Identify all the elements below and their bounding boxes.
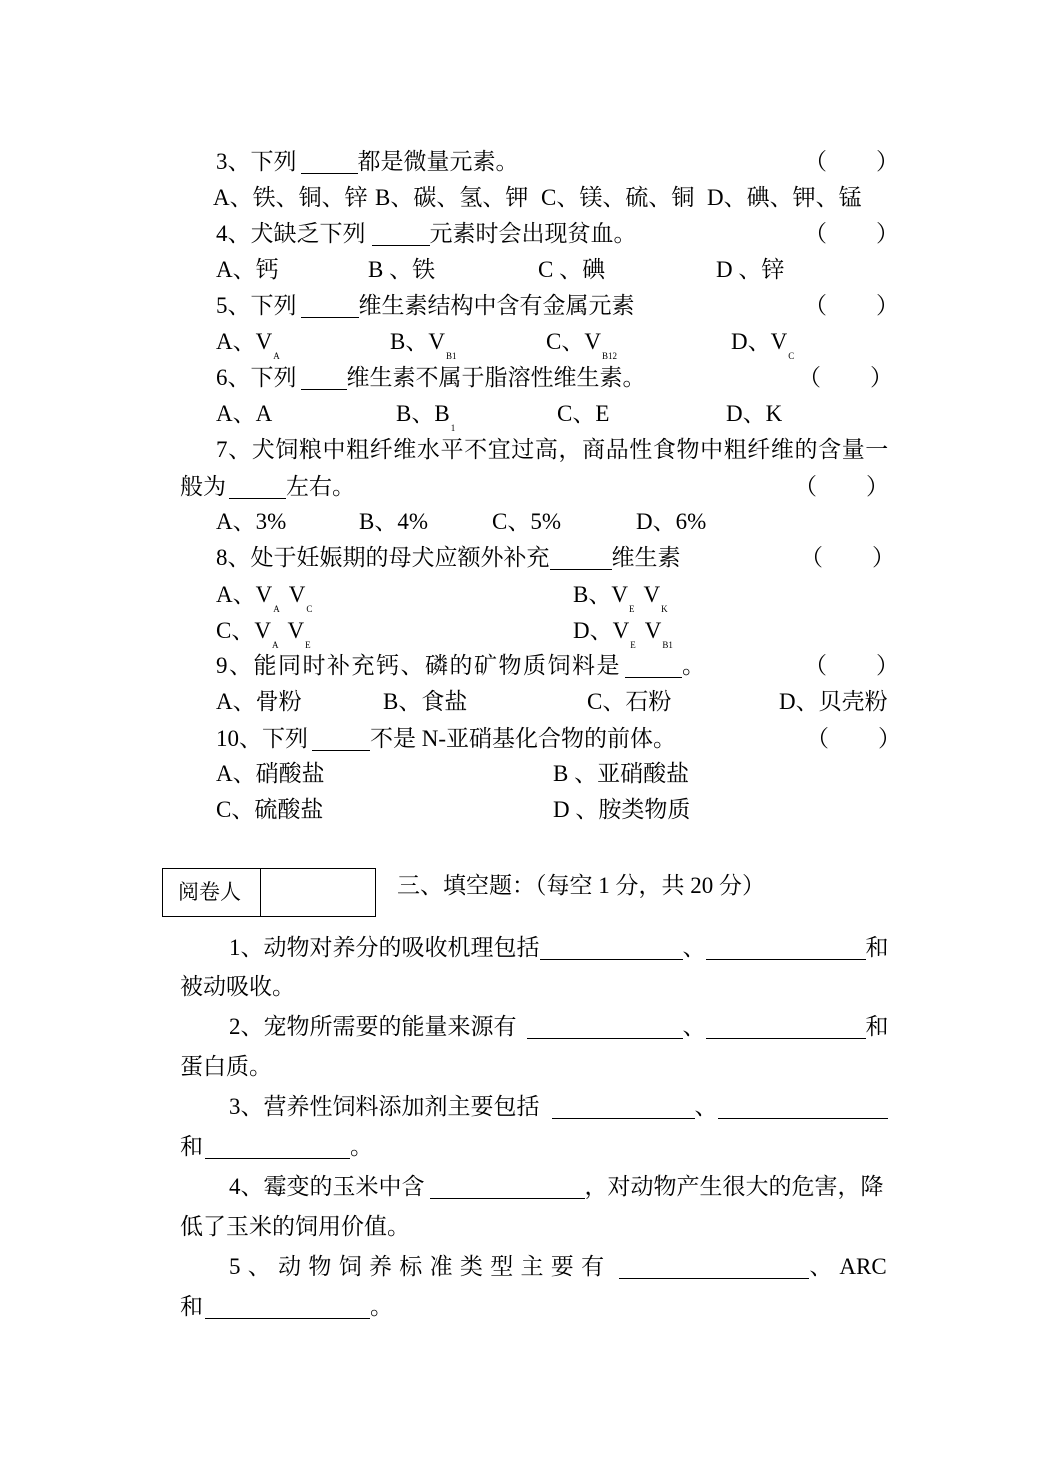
- option-c: [216, 795, 323, 825]
- option-label-2: V: [644, 618, 662, 643]
- question-6-stem: [216, 363, 646, 393]
- question-text: 、: [694, 1094, 718, 1119]
- fill-question-1-line-2: [180, 972, 295, 1002]
- question-text: 。: [682, 653, 705, 678]
- option-label: C、5%: [492, 509, 561, 534]
- question-text: 和: [180, 1294, 203, 1319]
- option-label: D 、胺类物质: [553, 797, 691, 822]
- option-label: C、石粉: [587, 689, 672, 714]
- option-label-2: V: [288, 582, 306, 607]
- question-text: 5、动物饲养标准类型主要有: [229, 1254, 612, 1279]
- option-c: [587, 687, 671, 717]
- answer-bracket-open: （: [804, 293, 827, 318]
- option-a: [213, 183, 368, 213]
- grader-signature-cell: [261, 869, 375, 916]
- question-text: 。: [370, 1294, 393, 1319]
- question-text: 4、犬缺乏下列: [216, 221, 366, 246]
- answer-blank: [430, 1180, 585, 1199]
- answer-blank: [706, 1020, 866, 1039]
- answer-bracket-open: （: [798, 365, 821, 390]
- option-subscript-2: K: [661, 604, 668, 614]
- section-heading-text: 三、填空题：（每空 1 分，共 20 分）: [397, 873, 765, 898]
- fill-question-3-line-1: [229, 1092, 888, 1122]
- option-label: A、V: [216, 329, 273, 354]
- answer-blank: [706, 941, 866, 960]
- answer-blank: [625, 659, 682, 678]
- question-text: 维生素: [611, 545, 681, 570]
- option-b: [383, 687, 467, 717]
- answer-bracket-close: ）: [876, 221, 899, 246]
- fill-question-5-line-1: [229, 1252, 887, 1282]
- question-text: 、: [682, 935, 706, 960]
- option-label-2: V: [287, 618, 305, 643]
- option-label: B、4%: [359, 509, 428, 534]
- option-subscript: A: [273, 604, 280, 614]
- option-a: [216, 399, 272, 429]
- question-text: 5、下列: [216, 293, 297, 318]
- answer-blank: [301, 371, 347, 390]
- option-b: [375, 183, 528, 213]
- grader-table: [162, 868, 376, 917]
- option-label: C、V: [216, 618, 271, 643]
- option-label: D、6%: [636, 509, 707, 534]
- question-text: 3、下列: [216, 149, 297, 174]
- option-subscript: 1: [450, 423, 456, 433]
- option-label: A、钙: [216, 257, 279, 282]
- question-5-stem: [216, 291, 635, 321]
- option-label: D、V: [731, 329, 788, 354]
- option-a: [216, 255, 279, 285]
- answer-bracket-open: （: [804, 149, 827, 174]
- option-b: [573, 580, 668, 614]
- question-9-stem: [216, 651, 705, 681]
- fill-question-2-line-1: [229, 1012, 889, 1042]
- question-text: ，对动物产生很大的危害，降: [584, 1174, 884, 1199]
- answer-bracket-close: ）: [870, 365, 893, 390]
- option-subscript-2: E: [305, 640, 311, 650]
- question-text: 都是微量元素。: [357, 149, 519, 174]
- answer-bracket-open: （: [800, 545, 823, 570]
- option-label: D、碘、钾、锰: [707, 185, 862, 210]
- option-subscript: B1: [445, 351, 457, 361]
- option-b: [396, 399, 456, 433]
- answer-bracket-open: （: [804, 221, 827, 246]
- question-text: 8、处于妊娠期的母犬应额外补充: [216, 545, 550, 570]
- option-subscript: C: [788, 351, 795, 361]
- option-label: B、食盐: [383, 689, 468, 714]
- option-label: D 、锌: [716, 257, 785, 282]
- option-label: D、贝壳粉: [779, 689, 888, 714]
- option-b: [368, 255, 435, 285]
- option-d: [707, 183, 862, 213]
- option-label: A、骨粉: [216, 689, 302, 714]
- answer-blank: [540, 941, 683, 960]
- option-label: D、K: [726, 401, 783, 426]
- option-d: [726, 399, 782, 429]
- answer-blank: [718, 1100, 888, 1119]
- option-d: [731, 327, 795, 361]
- option-a: [216, 327, 280, 361]
- answer-bracket-close: ）: [866, 474, 889, 499]
- question-text: 维生素结构中含有金属元素: [358, 293, 635, 318]
- question-8-stem: [216, 543, 681, 573]
- option-subscript: E: [628, 604, 635, 614]
- option-subscript: B12: [601, 351, 617, 361]
- question-text: 被动吸收。: [180, 974, 295, 999]
- option-subscript: E: [630, 640, 636, 650]
- question-text: 、: [809, 1254, 833, 1279]
- option-label: A、V: [216, 582, 273, 607]
- question-text: 2、宠物所需要的能量来源有: [229, 1014, 517, 1039]
- fill-question-5-line-2: [180, 1292, 393, 1322]
- question-text: 蛋白质。: [180, 1054, 272, 1079]
- option-d: [636, 507, 706, 537]
- option-d: [779, 687, 888, 717]
- option-label: C、E: [557, 401, 610, 426]
- answer-blank: [312, 732, 370, 751]
- grader-label: 阅卷人: [163, 869, 261, 916]
- question-text: 、: [682, 1014, 706, 1039]
- option-label: C、硫酸盐: [216, 797, 324, 822]
- question-3-stem: [216, 147, 519, 177]
- option-label: A、硝酸盐: [216, 761, 325, 786]
- option-b: [553, 759, 689, 789]
- option-c: [541, 183, 694, 213]
- question-text: 。: [350, 1134, 373, 1159]
- option-c: [216, 616, 311, 650]
- question-text: 元素时会出现贫血。: [429, 221, 637, 246]
- option-c: [557, 399, 609, 429]
- question-text: 10、下列: [216, 726, 308, 751]
- question-7-stem-line-2: [180, 472, 355, 502]
- option-subscript-2: B1: [662, 640, 673, 650]
- option-label: C、镁、硫、铜: [541, 185, 695, 210]
- option-b: [390, 327, 457, 361]
- question-text: 低了玉米的饲用价值。: [180, 1214, 410, 1239]
- answer-bracket-open: （: [806, 726, 829, 751]
- option-label-2: V: [643, 582, 661, 607]
- option-d: [553, 795, 690, 825]
- answer-blank: [619, 1260, 809, 1279]
- option-c: [492, 507, 561, 537]
- answer-blank: [301, 155, 358, 174]
- option-label: A、3%: [216, 509, 287, 534]
- option-label: B、B: [396, 401, 450, 426]
- option-label: B、碳、氢、钾: [375, 185, 529, 210]
- option-label: B 、亚硝酸盐: [553, 761, 690, 786]
- question-4-stem: [216, 219, 637, 249]
- answer-bracket-close: ）: [878, 726, 901, 751]
- option-label: B 、铁: [368, 257, 436, 282]
- question-text: 4、霉变的玉米中含: [229, 1174, 425, 1199]
- question-text: 7、犬饲粮中粗纤维水平不宜过高，商品性食物中粗纤维的含量一: [216, 437, 889, 462]
- question-7-stem-line-1: [216, 435, 889, 465]
- question-text: 和: [180, 1134, 203, 1159]
- answer-blank: [301, 299, 359, 318]
- option-a: [216, 687, 302, 717]
- question-text: 左右。: [286, 474, 355, 499]
- option-label: D、V: [573, 618, 630, 643]
- question-10-stem: [216, 724, 676, 754]
- option-label: C、V: [546, 329, 601, 354]
- option-d: [716, 255, 784, 285]
- option-label: C 、碘: [538, 257, 606, 282]
- fill-question-1-line-1: [229, 933, 889, 963]
- section-heading: [397, 871, 765, 901]
- option-label: B、V: [573, 582, 628, 607]
- fill-question-4-line-1: [229, 1172, 884, 1202]
- option-subscript: A: [271, 640, 279, 650]
- option-b: [359, 507, 428, 537]
- option-label: B、V: [390, 329, 445, 354]
- answer-blank: [527, 1020, 683, 1039]
- question-text: 9、能同时补充钙、磷的矿物质饲料是: [216, 653, 621, 678]
- question-text: 般为: [180, 474, 226, 499]
- answer-blank: [550, 551, 612, 570]
- question-text: ARC: [839, 1254, 887, 1279]
- option-c: [546, 327, 617, 361]
- answer-blank: [552, 1100, 695, 1119]
- option-label: A、A: [216, 401, 273, 426]
- question-text: 1、动物对养分的吸收机理包括: [229, 935, 540, 960]
- answer-blank: [205, 1140, 350, 1159]
- question-text: 3、营养性饲料添加剂主要包括: [229, 1094, 540, 1119]
- question-text: 和: [865, 1014, 889, 1039]
- option-subscript-2: C: [306, 604, 313, 614]
- fill-question-2-line-2: [180, 1052, 272, 1082]
- option-a: [216, 759, 325, 789]
- answer-bracket-close: ）: [872, 545, 895, 570]
- answer-blank: [229, 480, 286, 499]
- answer-bracket-open: （: [794, 474, 817, 499]
- answer-bracket-close: ）: [876, 653, 899, 678]
- answer-blank: [205, 1300, 370, 1319]
- option-c: [538, 255, 605, 285]
- option-a: [216, 580, 313, 614]
- fill-question-3-line-2: [180, 1132, 373, 1162]
- answer-bracket-close: ）: [876, 293, 899, 318]
- option-label: A、铁、铜、锌: [213, 185, 368, 210]
- option-subscript: A: [273, 351, 280, 361]
- answer-bracket-close: ）: [876, 149, 899, 174]
- option-d: [573, 616, 673, 650]
- question-text: 和: [865, 935, 889, 960]
- question-text: 6、下列: [216, 365, 297, 390]
- question-text: 维生素不属于脂溶性维生素。: [346, 365, 646, 390]
- answer-blank: [372, 227, 430, 246]
- answer-bracket-open: （: [804, 653, 827, 678]
- fill-question-4-line-2: [180, 1212, 410, 1242]
- question-text: 不是 N-亚硝基化合物的前体。: [370, 726, 677, 751]
- option-a: [216, 507, 286, 537]
